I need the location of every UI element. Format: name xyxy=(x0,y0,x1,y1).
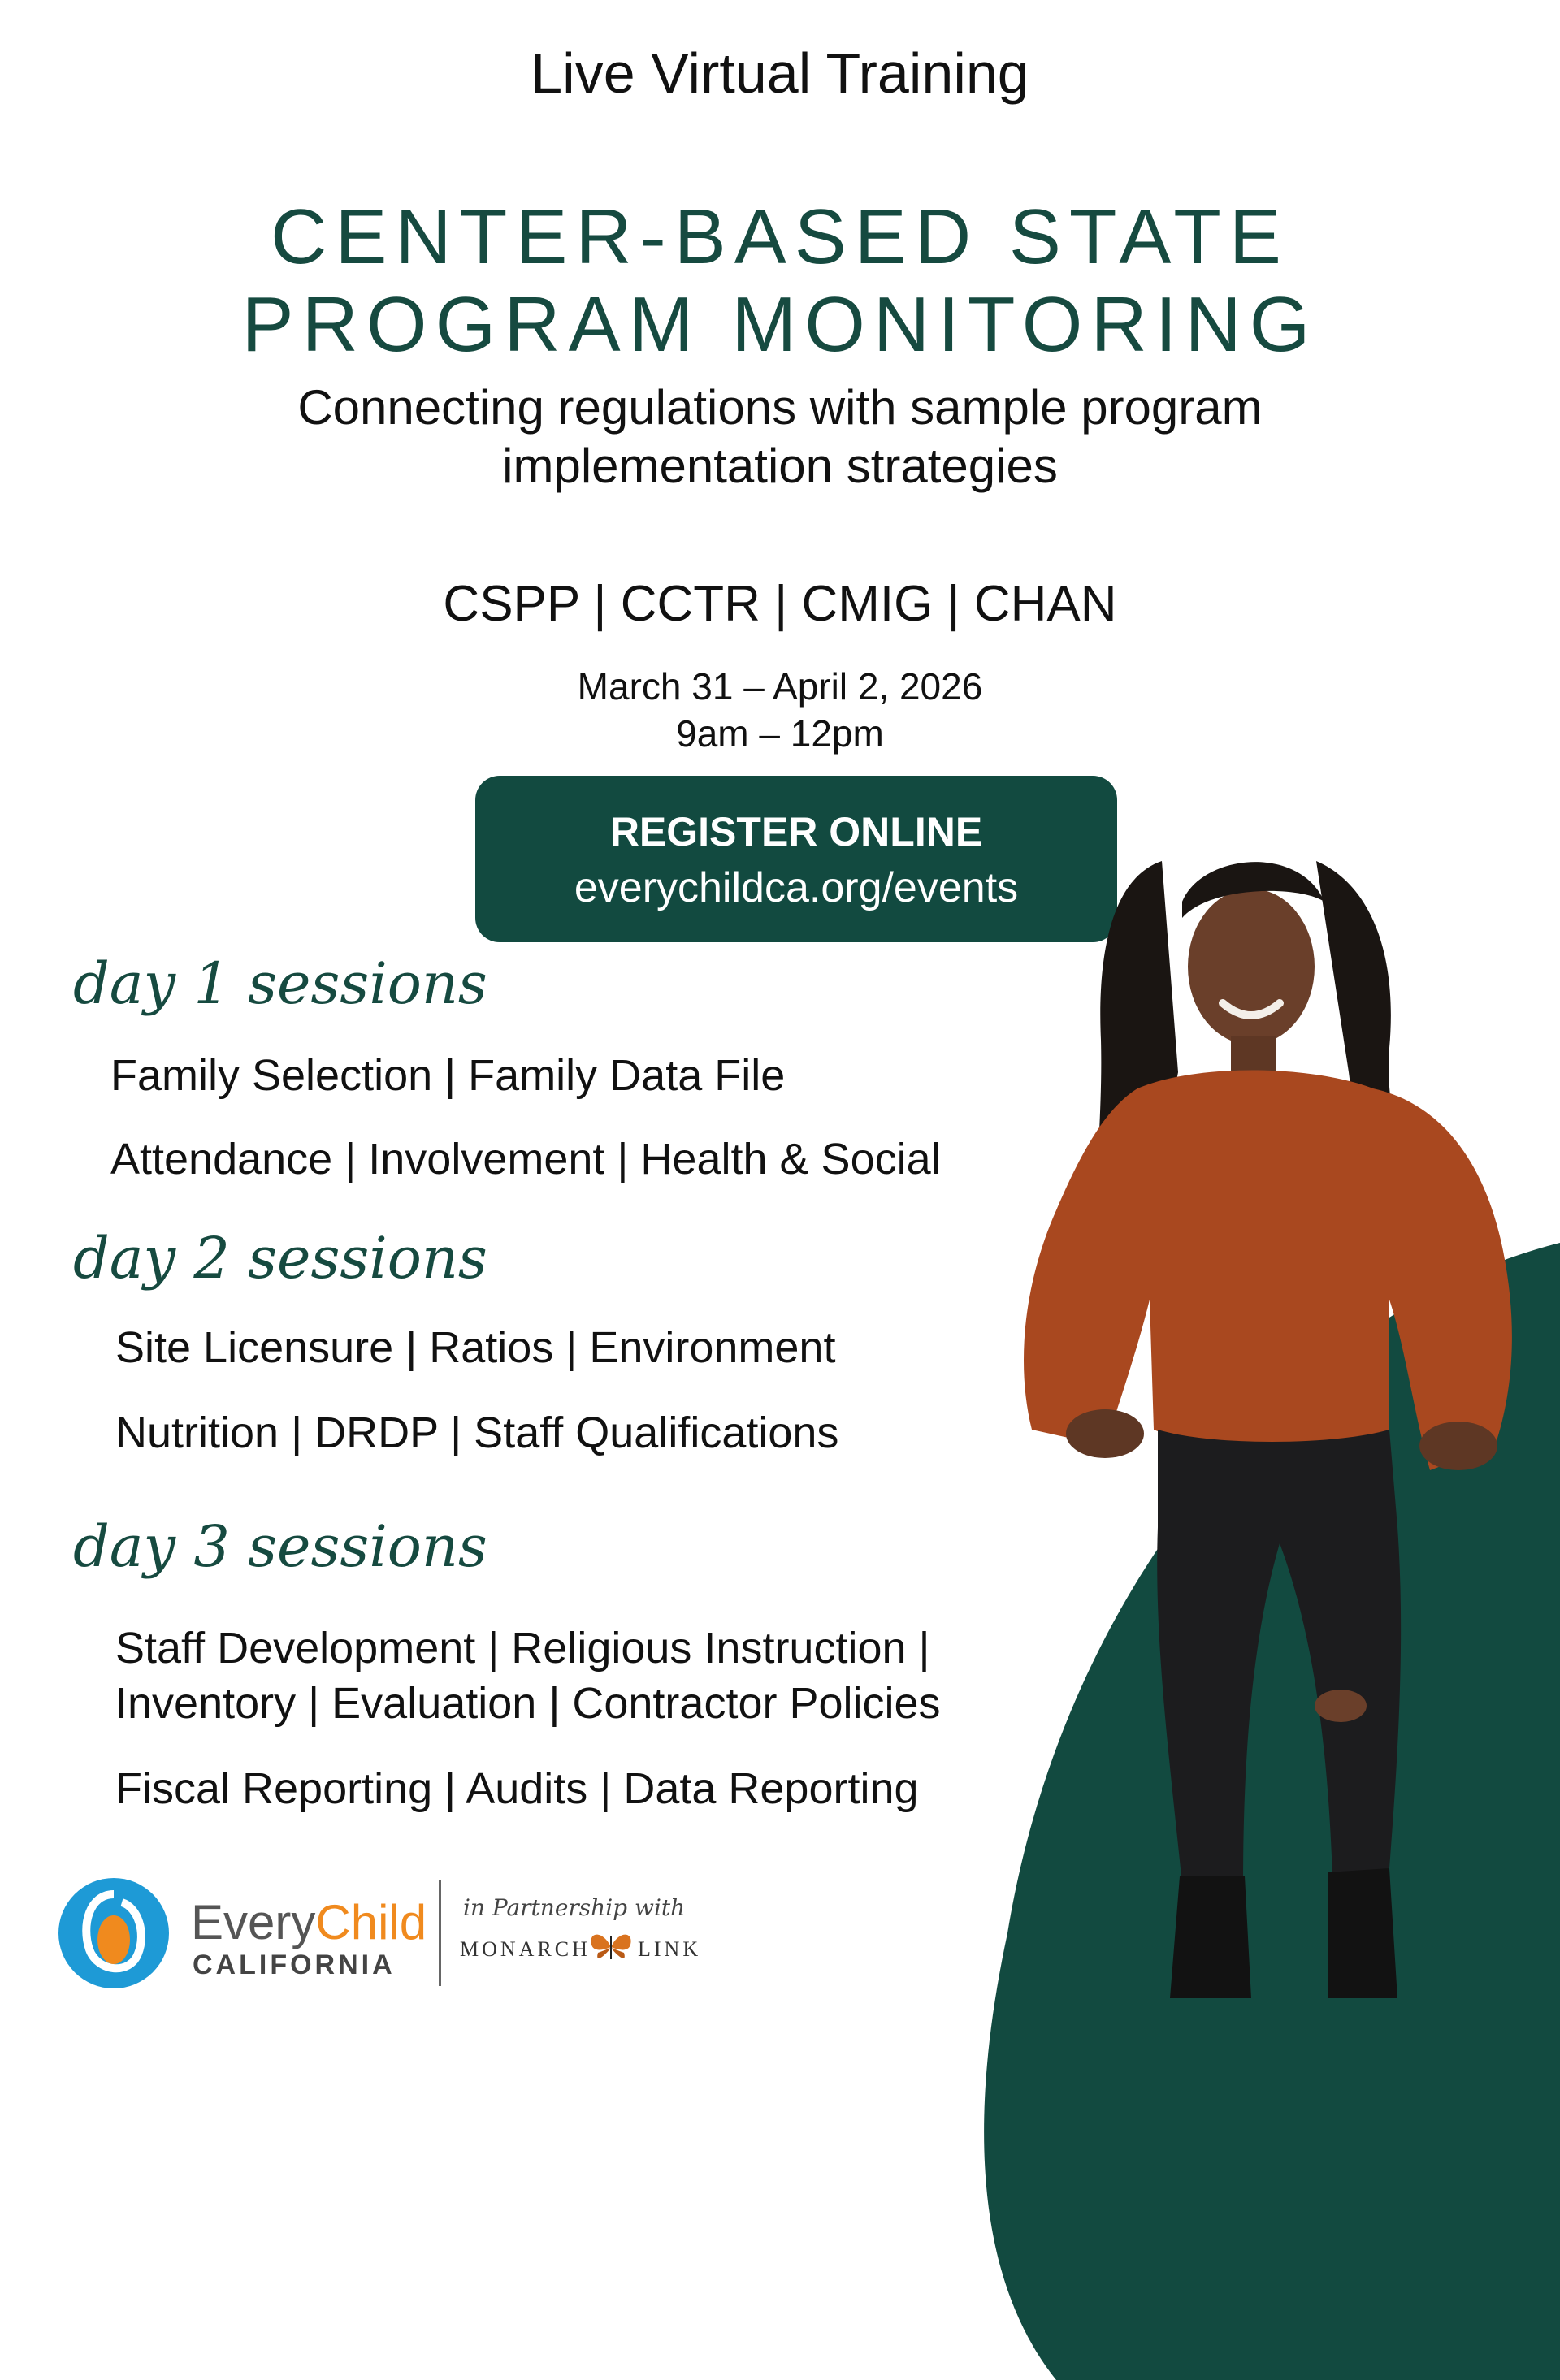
subtitle-line-2: implementation strategies xyxy=(502,439,1058,493)
title-line-2: PROGRAM MONITORING xyxy=(241,281,1319,368)
brand-state: CALIFORNIA xyxy=(193,1949,396,1980)
day-1-session-line: Family Selection | Family Data File xyxy=(110,1051,786,1100)
title-line-1: CENTER-BASED STATE xyxy=(271,193,1289,280)
partner-name-right: LINK xyxy=(638,1937,702,1961)
day-1-heading: day 1 sessions xyxy=(73,950,488,1017)
partner-name-left: MONARCH xyxy=(460,1937,591,1961)
register-label: REGISTER ONLINE xyxy=(609,809,983,855)
event-dates xyxy=(0,663,1560,757)
day-3-session-line: Inventory | Evaluation | Contractor Policies xyxy=(115,1679,941,1728)
page-title xyxy=(0,193,1560,369)
day-3-session-line: Staff Development | Religious Instruction | xyxy=(115,1624,930,1672)
day-3-session-line: Fiscal Reporting | Audits | Data Reporting xyxy=(115,1764,919,1813)
program-list: CSPP | CCTR | CMIG | CHAN xyxy=(443,576,1117,632)
brand-every: Every xyxy=(191,1895,316,1949)
person-photo xyxy=(1008,829,1560,2019)
event-time: 9am – 12pm xyxy=(676,712,884,755)
day-2-heading: day 2 sessions xyxy=(73,1225,488,1292)
day-2-session-line: Site Licensure | Ratios | Environment xyxy=(115,1323,836,1372)
register-url-link[interactable]: everychildca.org/events xyxy=(574,864,1019,911)
partnership-label: in Partnership with xyxy=(463,1894,686,1921)
subtitle xyxy=(0,379,1560,495)
event-date: March 31 – April 2, 2026 xyxy=(577,665,983,708)
day-1-session-line: Attendance | Involvement | Health & Social xyxy=(110,1135,941,1184)
brand-child: Child xyxy=(315,1895,427,1949)
event-type-label: Live Virtual Training xyxy=(531,41,1029,105)
everychild-brand-name xyxy=(191,1894,427,1950)
subtitle-line-1: Connecting regulations with sample program xyxy=(297,380,1263,435)
butterfly-icon xyxy=(587,1928,635,1966)
day-2-session-line: Nutrition | DRDP | Staff Qualifications xyxy=(115,1409,839,1457)
everychild-logo-icon xyxy=(57,1876,171,1990)
day-3-heading: day 3 sessions xyxy=(73,1513,488,1580)
footer-divider xyxy=(439,1880,441,1986)
